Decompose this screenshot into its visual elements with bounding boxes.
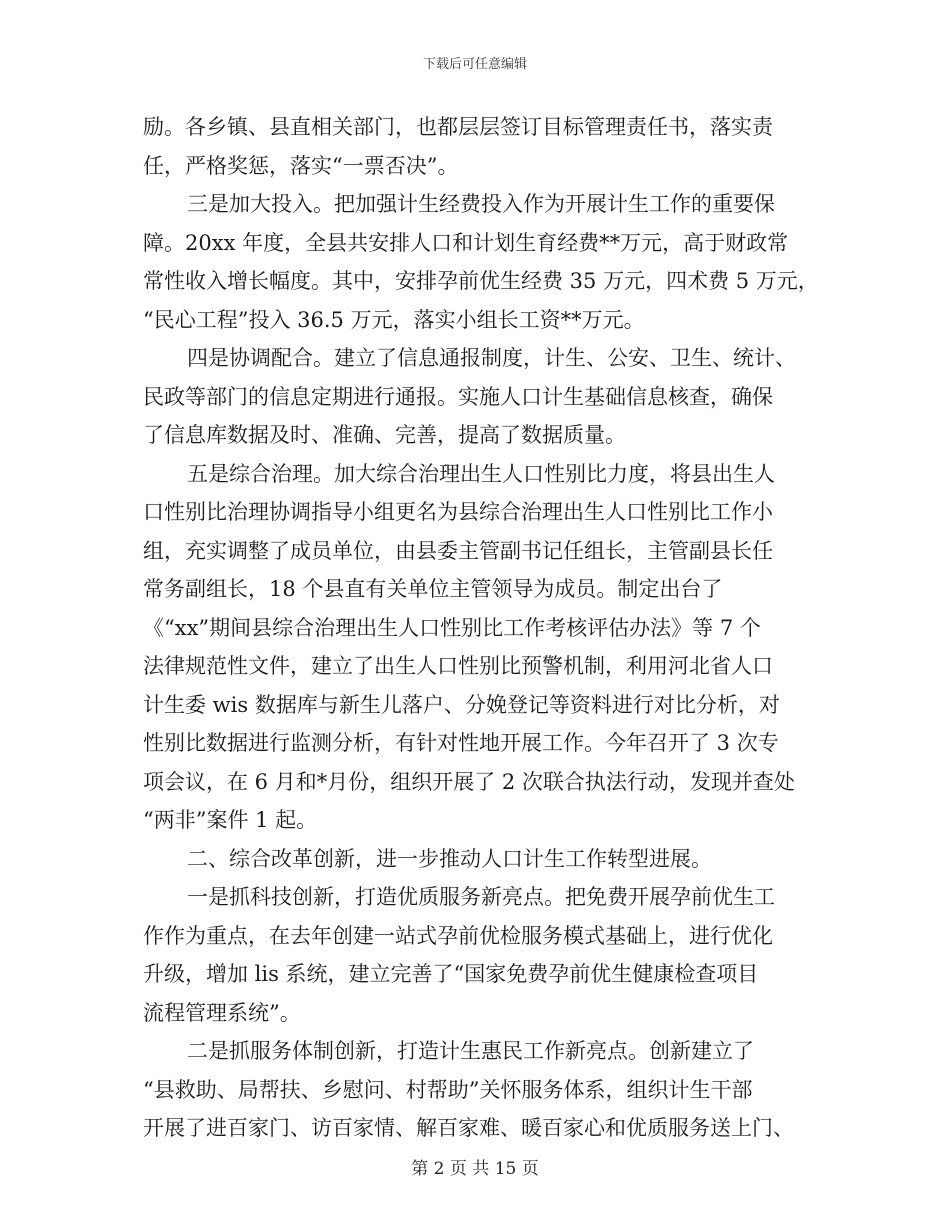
text-line: 性别比数据进行监测分析，有针对性地开展工作。今年召开了 3 次专 <box>143 731 779 755</box>
text-line: 励。各乡镇、县直相关部门，也都层层签订目标管理责任书，落实责 <box>143 115 773 139</box>
text-line: “民心工程”投入 36.5 万元，落实小组长工资**万元。 <box>143 307 645 332</box>
document-body <box>143 108 819 1148</box>
text-line: 口性别比治理协调指导小组更名为县综合治理出生人口性别比工作小 <box>143 500 773 524</box>
text-line: 了信息库数据及时、准确、完善，提高了数据质量。 <box>143 423 626 447</box>
text-line: “县救助、局帮扶、乡慰问、村帮助”关怀服务体系，组织计生干部 <box>143 1077 753 1102</box>
page-footer: 第 2 页 共 15 页 <box>411 1159 539 1179</box>
text-line: 常性收入增长幅度。其中，安排孕前优生经费 35 万元，四术费 5 万元， <box>143 269 819 293</box>
text-line: 法律规范性文件，建立了出生人口性别比预警机制，利用河北省人口 <box>143 654 773 678</box>
text-line: 常务副组长，18 个县直有关单位主管领导为成员。制定出台了 <box>143 577 723 601</box>
text-line: 任，严格奖惩，落实“一票否决”。 <box>143 153 459 178</box>
page-header: 下载后可任意编辑 <box>422 57 527 72</box>
text-line: 二是抓服务体制创新，打造计生惠民工作新亮点。创新建立了 <box>187 1039 754 1063</box>
text-line: 开展了进百家门、访百家情、解百家难、暖百家心和优质服务送上门、 <box>143 1116 794 1140</box>
text-line: “两非”案件 1 起。 <box>143 808 318 832</box>
text-line: 三是加大投入。把加强计生经费投入作为开展计生工作的重要保 <box>187 192 775 216</box>
text-line: 民政等部门的信息定期进行通报。实施人口计生基础信息核查，确保 <box>143 384 773 409</box>
text-line: 作作为重点，在去年创建一站式孕前优检服务模式基础上，进行优化 <box>143 923 773 948</box>
text-line: 流程管理系统”。 <box>143 1000 301 1025</box>
text-line: 组，充实调整了成员单位，由县委主管副书记任组长，主管副县长任 <box>143 538 773 563</box>
text-line: 五是综合治理。加大综合治理出生人口性别比力度，将县出生人 <box>187 461 775 486</box>
text-line: 项会议，在 6 月和*月份，组织开展了 2 次联合执法行动，发现并查处 <box>143 769 795 794</box>
text-line: 四是协调配合。建立了信息通报制度，计生、公安、卫生、统计、 <box>187 346 796 370</box>
text-line: 《“xx”期间县综合治理出生人口性别比工作考核评估办法》等 7 个 <box>143 615 761 640</box>
text-line: 二、综合改革创新，进一步推动人口计生工作转型进展。 <box>187 846 712 871</box>
text-line: 一是抓科技创新，打造优质服务新亮点。把免费开展孕前优生工 <box>187 885 775 909</box>
text-line: 障。20xx 年度，全县共安排人口和计划生育经费**万元，高于财政常 <box>143 230 789 255</box>
text-line: 升级，增加 lis 系统，建立完善了“国家免费孕前优生健康检查项目 <box>143 962 759 986</box>
text-line: 计生委 wis 数据库与新生儿落户、分娩登记等资料进行对比分析，对 <box>143 692 780 717</box>
